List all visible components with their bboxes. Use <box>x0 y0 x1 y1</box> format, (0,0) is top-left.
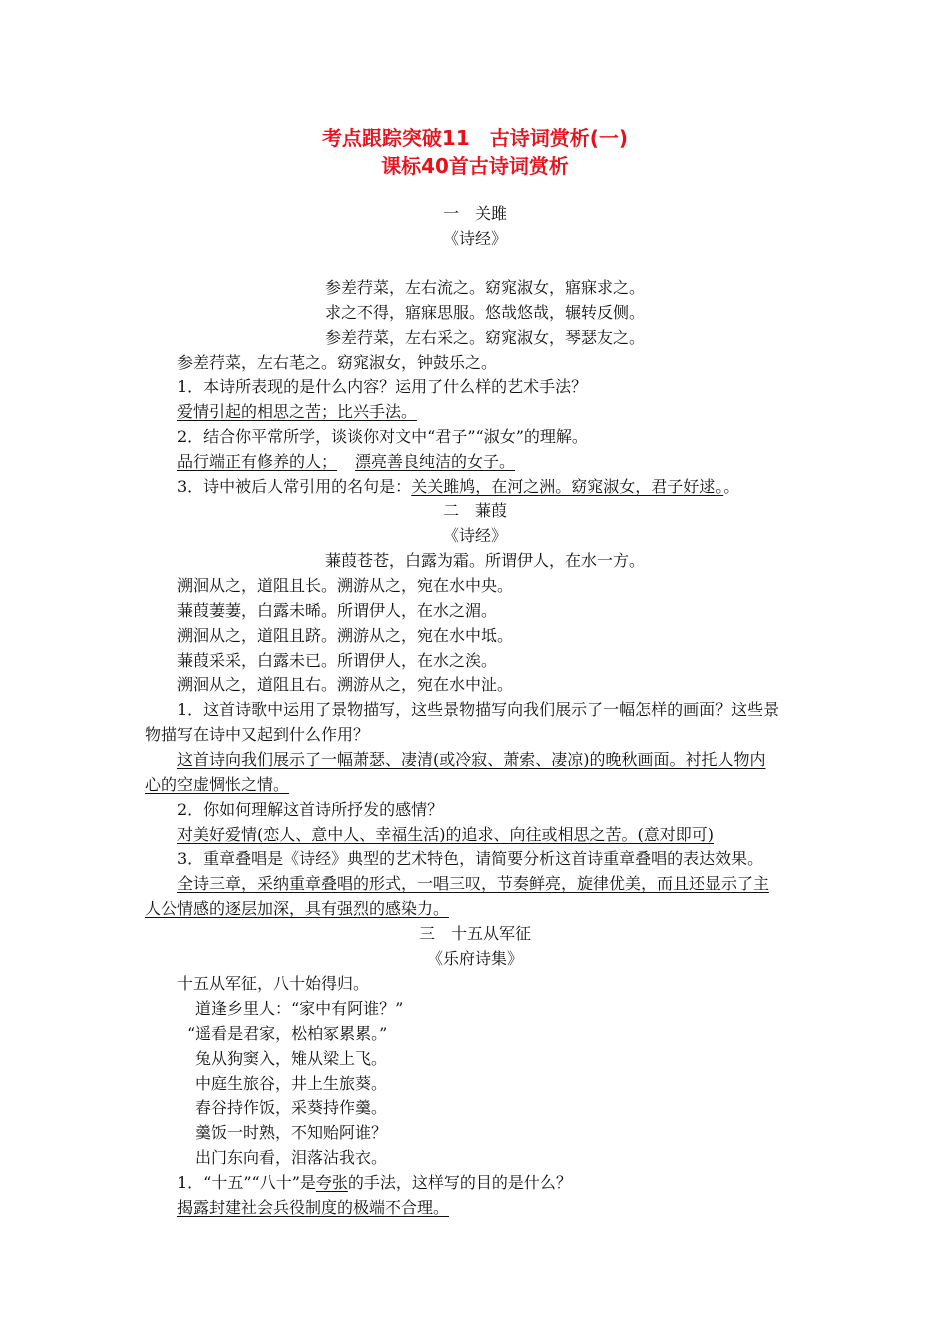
poem1-answer-2 <box>177 449 515 474</box>
poem2-source: 《诗经》 <box>442 526 507 545</box>
document-title: 考点跟踪突破11 古诗词赏析(一) <box>321 126 629 150</box>
poem2-question-3: 3．重章叠唱是《诗经》典型的艺术特色，请简要分析这首诗重章叠唱的表达效果。 <box>177 849 764 868</box>
poem1-question-3-suffix: 。 <box>723 477 740 496</box>
poem3-line: 道逢乡里人：“家中有阿谁？” <box>195 999 404 1018</box>
poem3-question-1-underlined: 夸张 <box>315 1173 348 1192</box>
poem3-question-1 <box>177 1170 572 1195</box>
poem2-answer-1-cont: 心的空虚惆怅之情。 <box>145 775 290 794</box>
poem1-answer-1: 爱情引起的相思之苦；比兴手法。 <box>177 402 418 421</box>
poem1-line: 参差荇菜，左右流之。窈窕淑女，寤寐求之。 <box>325 278 646 297</box>
poem3-line: 兔从狗窦入，雉从梁上飞。 <box>195 1049 388 1068</box>
poem1-question-1: 1．本诗所表现的是什么内容？运用了什么样的艺术手法？ <box>177 377 588 396</box>
poem2-line: 溯洄从之，道阻且右。溯游从之，宛在水中沚。 <box>177 675 514 694</box>
poem1-answer-3: 关关雎鸠，在河之洲。窈窕淑女，君子好逑。 <box>411 477 724 496</box>
poem2-line: 蒹葭苍苍，白露为霜。所谓伊人，在水一方。 <box>325 551 646 570</box>
poem1-heading: 一 关雎 <box>442 204 507 223</box>
poem2-line: 蒹葭采采，白露未已。所谓伊人，在水之涘。 <box>177 651 498 670</box>
poem2-question-2: 2．你如何理解这首诗所抒发的感情？ <box>177 800 444 819</box>
document-subtitle: 课标40首古诗词赏析 <box>381 154 569 178</box>
poem1-line: 参差荇菜，左右芼之。窈窕淑女，钟鼓乐之。 <box>177 353 498 372</box>
poem3-question-1-prefix: 1．“十五”“八十”是 <box>177 1173 316 1192</box>
poem3-line: “遥看是君家，松柏冢累累。” <box>187 1024 388 1043</box>
poem3-question-1-suffix: 的手法，这样写的目的是什么？ <box>347 1173 572 1192</box>
poem1-line: 参差荇菜，左右采之。窈窕淑女，琴瑟友之。 <box>325 328 646 347</box>
poem2-line: 蒹葭萋萋，白露未晞。所谓伊人，在水之湄。 <box>177 601 498 620</box>
poem3-line: 舂谷持作饭，采葵持作羹。 <box>195 1098 388 1117</box>
poem3-heading: 三 十五从军征 <box>418 924 531 943</box>
poem1-question-3 <box>177 474 739 499</box>
poem1-source: 《诗经》 <box>442 229 507 248</box>
poem1-answer-2-part1: 品行端正有修养的人； <box>177 452 338 471</box>
poem2-question-1: 1．这首诗歌中运用了景物描写，这些景物描写向我们展示了一幅怎样的画面？这些景 <box>177 700 780 719</box>
poem2-heading: 二 蒹葭 <box>442 501 507 520</box>
poem2-answer-3-cont: 人公情感的逐层加深，具有强烈的感染力。 <box>145 899 450 918</box>
poem3-line: 出门东向看，泪落沾我衣。 <box>195 1148 388 1167</box>
poem2-line: 溯洄从之，道阻且跻。溯游从之，宛在水中坻。 <box>177 626 514 645</box>
poem3-line: 十五从军征，八十始得归。 <box>177 974 370 993</box>
poem3-answer-1: 揭露封建社会兵役制度的极端不合理。 <box>177 1198 450 1217</box>
poem2-answer-2: 对美好爱情(恋人、意中人、幸福生活)的追求、向往或相思之苦。(意对即可) <box>177 825 714 844</box>
poem1-question-3-prefix: 3．诗中被后人常引用的名句是： <box>177 477 412 496</box>
poem2-answer-3: 全诗三章，采纳重章叠唱的形式，一唱三叹，节奏鲜亮，旋律优美，而且还显示了主 <box>177 874 770 893</box>
poem2-question-1-cont: 物描写在诗中又起到什么作用？ <box>145 725 370 744</box>
poem1-answer-2-part2: 漂亮善良纯洁的女子。 <box>355 452 516 471</box>
poem3-line: 中庭生旅谷，井上生旅葵。 <box>195 1074 388 1093</box>
poem3-source: 《乐府诗集》 <box>426 949 523 968</box>
poem2-answer-1: 这首诗向我们展示了一幅萧瑟、凄清(或冷寂、萧索、凄凉)的晚秋画面。衬托人物内 <box>177 750 766 769</box>
poem1-line: 求之不得，寤寐思服。悠哉悠哉，辗转反侧。 <box>325 303 646 322</box>
poem3-line: 羹饭一时熟，不知贻阿谁？ <box>195 1123 388 1142</box>
poem2-line: 溯洄从之，道阻且长。溯游从之，宛在水中央。 <box>177 576 514 595</box>
poem1-question-2: 2．结合你平常所学，谈谈你对文中“君子”“淑女”的理解。 <box>177 427 588 446</box>
